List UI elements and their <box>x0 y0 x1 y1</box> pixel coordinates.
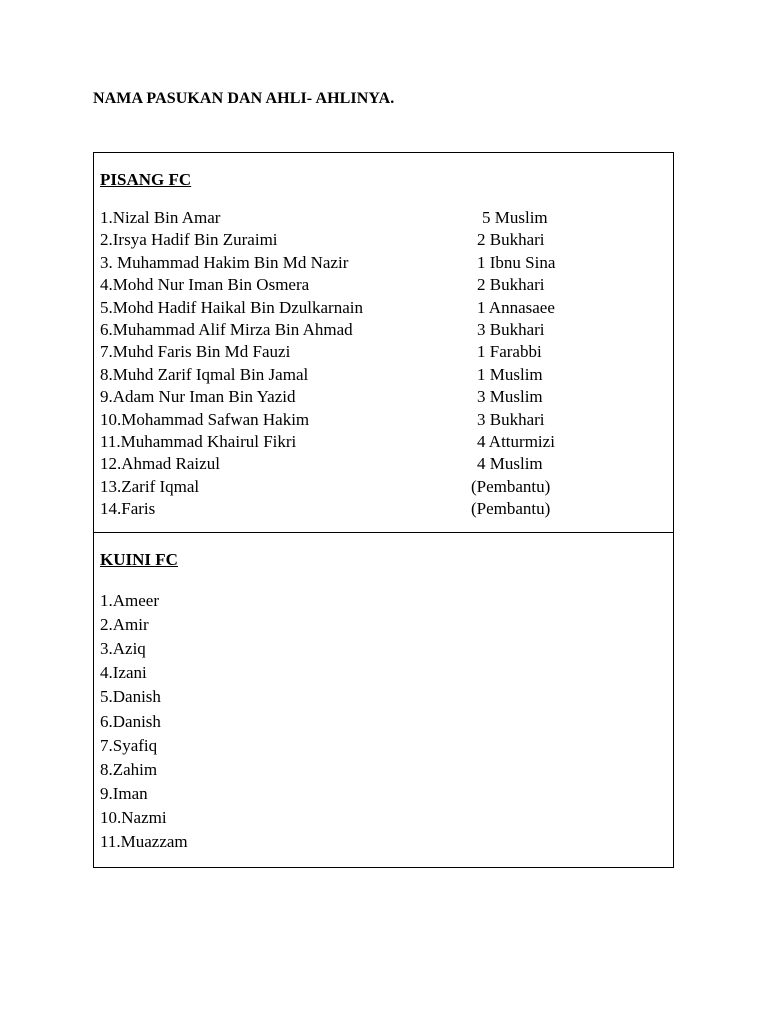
member-row <box>100 341 542 363</box>
member-class: 3 Bukhari <box>477 409 545 429</box>
member-class: 2 Bukhari <box>477 275 545 295</box>
member-class: 4 Muslim <box>477 454 543 474</box>
member-name: 5.Danish <box>100 687 161 707</box>
member-name: 10.Mohammad Safwan Hakim <box>100 409 310 429</box>
member-name: 7.Syafiq <box>100 735 158 755</box>
member-name: 14.Faris <box>100 499 156 519</box>
member-name: 6.Muhammad Alif Mirza Bin Ahmad <box>100 320 353 339</box>
member-row <box>100 409 545 431</box>
member-name: 11.Muazzam <box>100 832 188 851</box>
member-row <box>100 207 548 229</box>
member-row <box>100 831 188 853</box>
member-row <box>100 614 149 636</box>
member-name: 7.Muhd Faris Bin Md Fauzi <box>100 342 291 362</box>
member-name: 12.Ahmad Raizul <box>100 454 220 474</box>
member-row <box>100 638 146 660</box>
member-class: 2 Bukhari <box>477 230 545 250</box>
member-row <box>100 364 543 386</box>
member-row <box>100 735 157 757</box>
member-name: 3.Aziq <box>100 639 146 659</box>
member-name: 2.Irsya Hadif Bin Zuraimi <box>100 230 278 250</box>
member-class: 1 Farabbi <box>477 342 542 362</box>
member-name: 5.Mohd Hadif Haikal Bin Dzulkarnain <box>100 297 363 317</box>
member-name: 4.Mohd Nur Iman Bin Osmera <box>100 275 310 295</box>
member-class: 4 Atturmizi <box>477 432 555 451</box>
member-class: 1 Annasaee <box>477 297 555 317</box>
member-row <box>100 711 161 733</box>
member-row <box>100 431 555 453</box>
member-name: 13.Zarif Iqmal <box>100 476 200 496</box>
document-heading: NAMA PASUKAN DAN AHLI- AHLINYA. <box>93 90 395 107</box>
member-class: 3 Bukhari <box>477 320 545 339</box>
team-name-pisang-fc: PISANG FC <box>100 170 192 189</box>
member-class: 5 Muslim <box>482 208 548 227</box>
member-row <box>100 319 545 341</box>
member-name: 9.Iman <box>100 783 148 803</box>
member-row <box>100 686 161 708</box>
member-row <box>100 498 551 520</box>
member-row <box>100 229 545 251</box>
member-name: 11.Muhammad Khairul Fikri <box>100 432 297 451</box>
member-name: 1.Ameer <box>100 591 160 610</box>
member-class: 3 Muslim <box>477 387 543 407</box>
member-row <box>100 662 147 684</box>
member-name: 3. Muhammad Hakim Bin Md Nazir <box>100 252 349 272</box>
teams-table <box>93 152 674 868</box>
member-row <box>100 759 157 781</box>
member-class: (Pembantu) <box>471 476 551 496</box>
member-name: 10.Nazmi <box>100 807 167 827</box>
member-row <box>100 590 159 612</box>
member-name: 6.Danish <box>100 711 161 731</box>
member-row <box>100 807 167 829</box>
member-class: 1 Ibnu Sina <box>477 252 556 272</box>
member-row <box>100 476 551 498</box>
member-name: 8.Zahim <box>100 759 158 779</box>
member-name: 4.Izani <box>100 663 147 683</box>
member-name: 1.Nizal Bin Amar <box>100 208 221 227</box>
member-row <box>100 274 545 296</box>
team-name-kuini-fc: KUINI FC <box>100 550 178 569</box>
member-name: 8.Muhd Zarif Iqmal Bin Jamal <box>100 364 309 384</box>
member-row <box>100 453 543 475</box>
team-divider <box>94 532 673 533</box>
member-row <box>100 252 556 274</box>
member-row <box>100 386 543 408</box>
member-class: (Pembantu) <box>471 499 551 519</box>
member-class: 1 Muslim <box>477 364 543 384</box>
member-row <box>100 297 555 319</box>
member-name: 9.Adam Nur Iman Bin Yazid <box>100 387 296 407</box>
member-name: 2.Amir <box>100 615 149 635</box>
member-row <box>100 783 148 805</box>
